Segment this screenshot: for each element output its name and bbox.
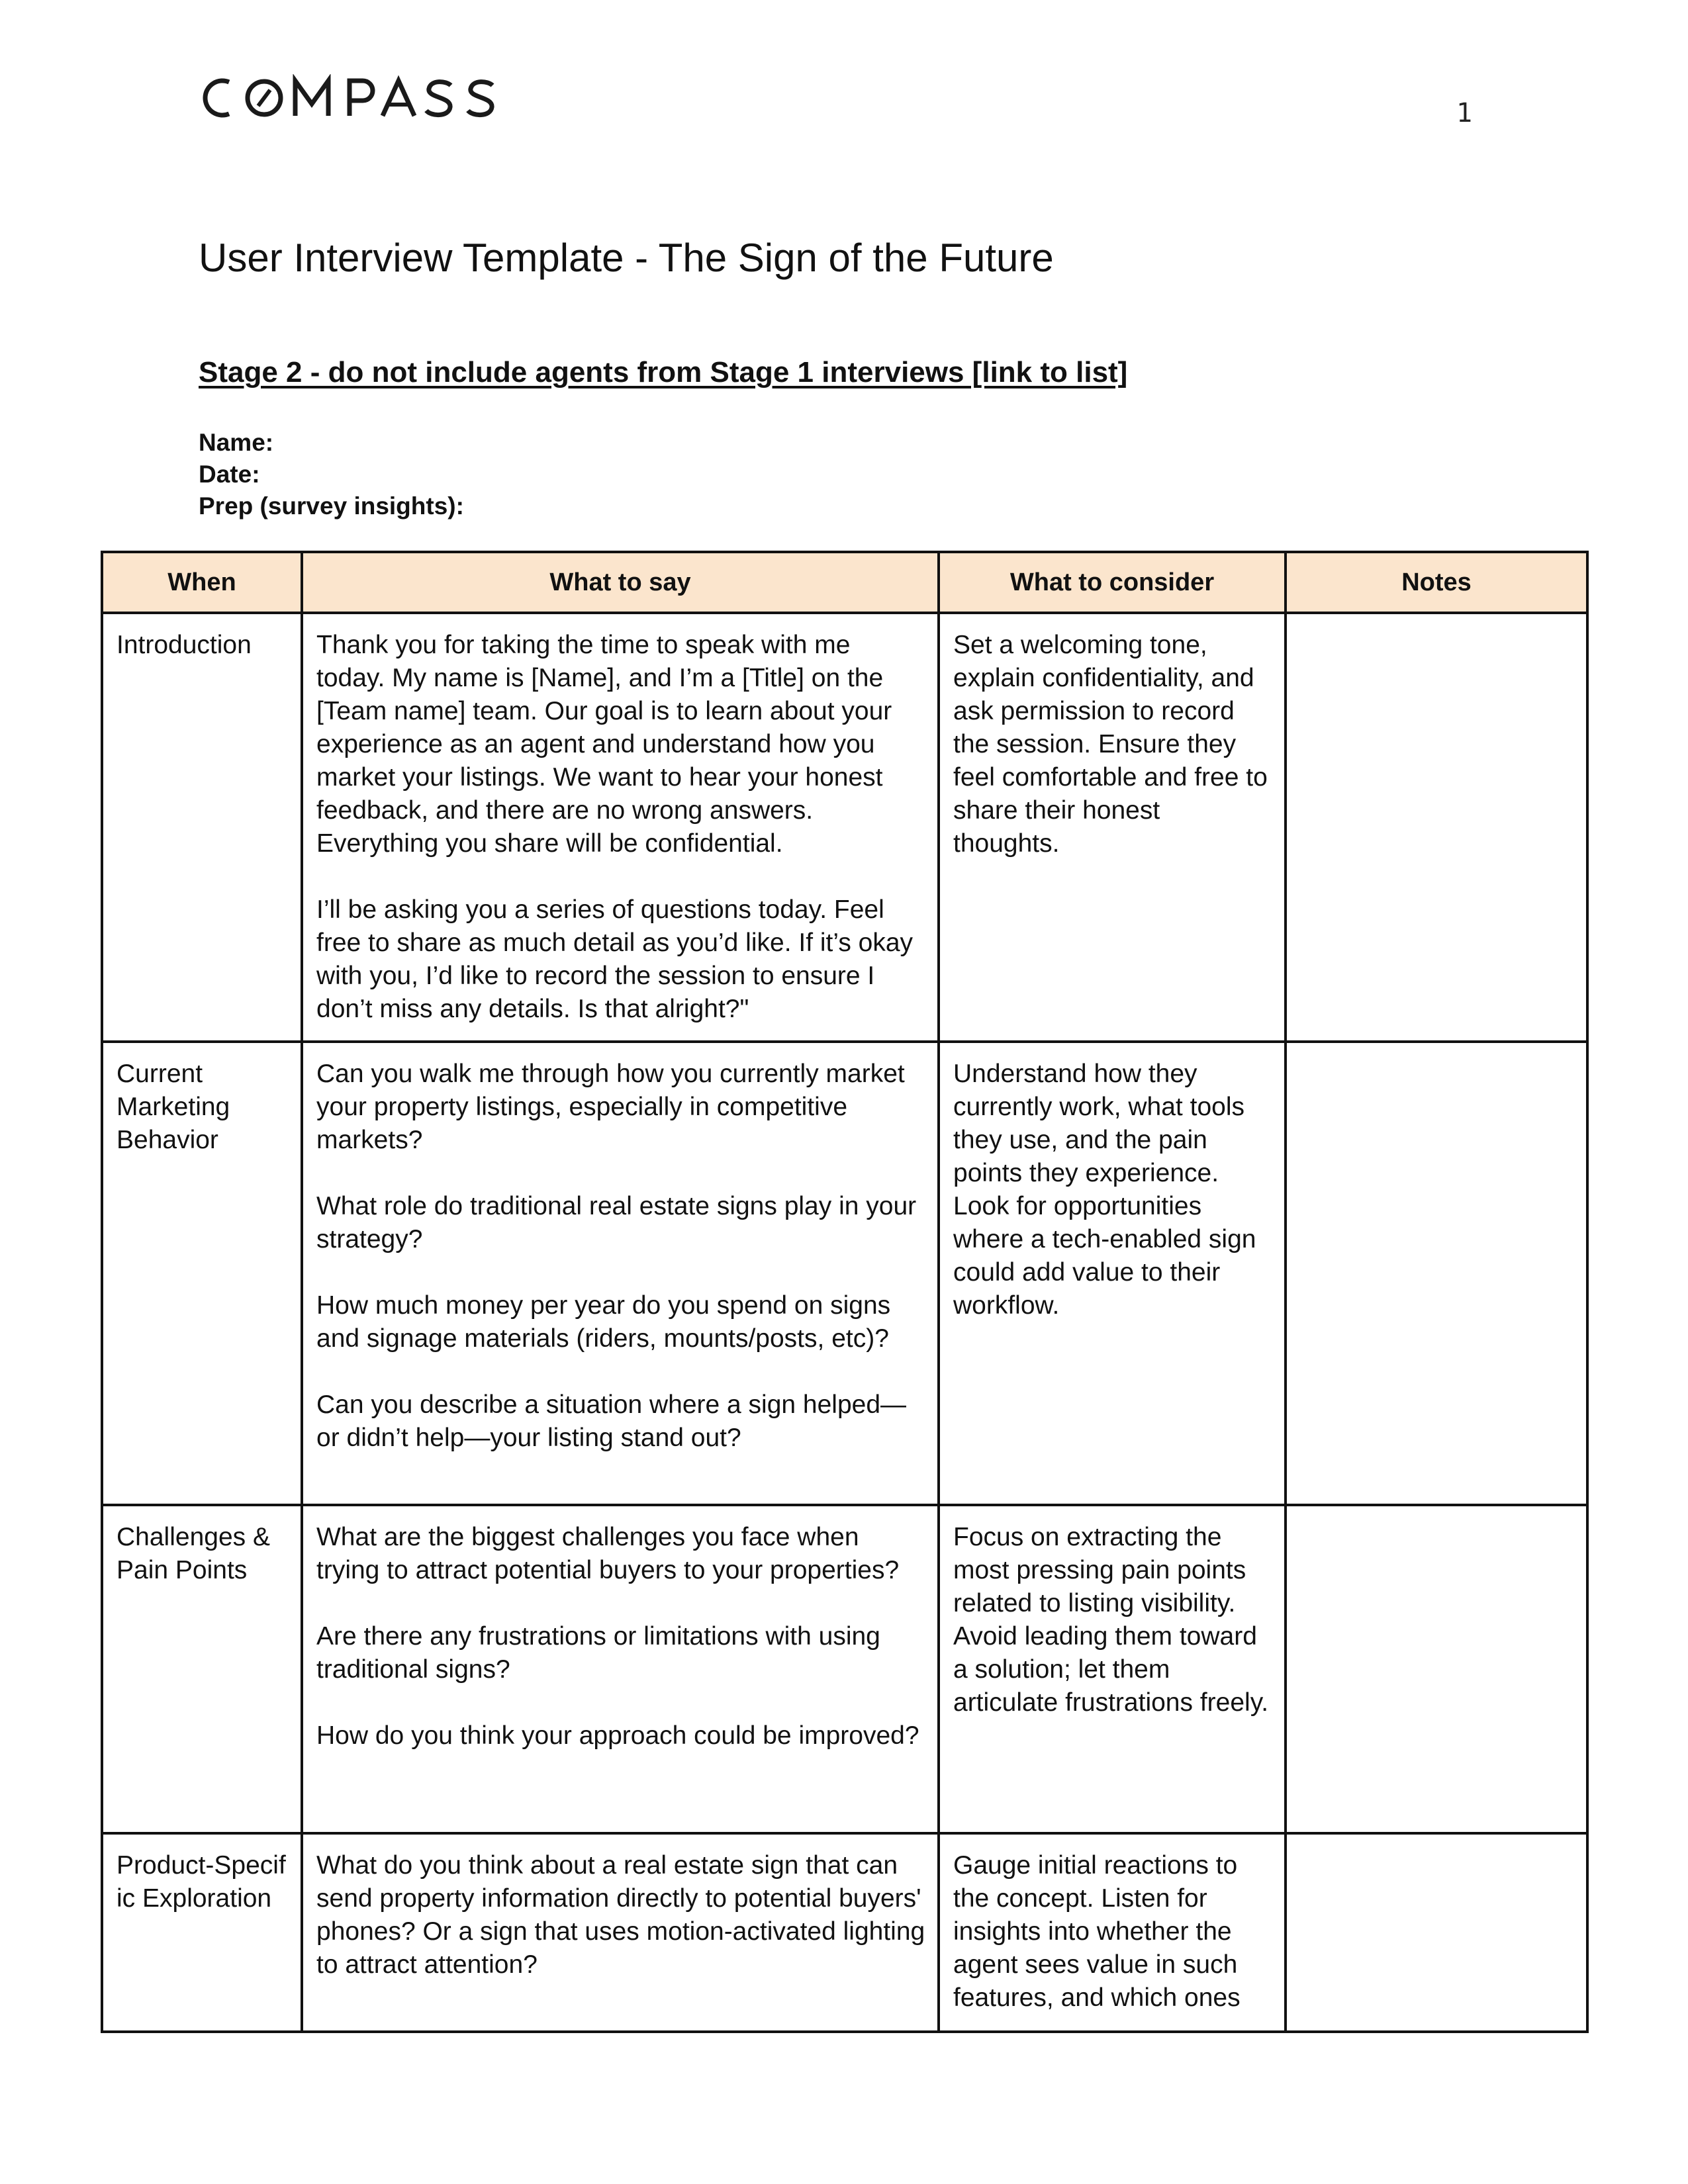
consider-cell: Focus on extracting the most pressing pain points related to listing visibility. Avoid leading them toward a solution; let them articulate frustrations freely.	[939, 1505, 1286, 1833]
say-paragraph: Can you walk me through how you currently market your property listings, especially in competitive markets?	[316, 1060, 905, 1154]
compass-logo	[196, 74, 514, 122]
header-when: When	[102, 552, 302, 613]
say-paragraph: Can you describe a situation where a sign helped—or didn’t help—your listing stand out?	[316, 1390, 907, 1452]
notes-cell[interactable]	[1286, 613, 1587, 1042]
prep-label: Prep (survey insights):	[199, 492, 464, 520]
when-cell: Introduction	[102, 613, 302, 1042]
page-number: 1	[1456, 98, 1473, 128]
notes-cell[interactable]	[1286, 1833, 1587, 2032]
table-row	[102, 1042, 1587, 1505]
when-cell: Current Marketing Behavior	[102, 1042, 302, 1505]
document-title: User Interview Template - The Sign of the Future	[199, 236, 1054, 280]
say-paragraph: Are there any frustrations or limitations with using traditional signs?	[316, 1622, 880, 1684]
say-cell	[302, 613, 939, 1042]
interview-fields	[199, 427, 464, 522]
notes-cell[interactable]	[1286, 1042, 1587, 1505]
date-label: Date:	[199, 461, 260, 488]
interview-table	[101, 551, 1589, 2033]
say-cell	[302, 1505, 939, 1833]
say-paragraph: Thank you for taking the time to speak with me today. My name is [Name], and I’m a [Title] on the [Team name] team. Our goal is to learn about your experience as an agent and understand how you market your listings. We want to hear your honest feedback, and there are no wrong answers. Everything you share will be confidential.	[316, 631, 892, 858]
when-cell: Product-Specific Exploration	[102, 1833, 302, 2032]
consider-cell: Understand how they currently work, what tools they use, and the pain points they experience. Look for opportunities where a tech-enabled sign could add value to their workflow.	[939, 1042, 1286, 1505]
say-cell	[302, 1042, 939, 1505]
table-row	[102, 1505, 1587, 1833]
header-what-to-say: What to say	[302, 552, 939, 613]
header-what-to-consider: What to consider	[939, 552, 1286, 613]
table-header-row	[102, 552, 1587, 613]
say-paragraph: How much money per year do you spend on signs and signage materials (riders, mounts/posts, etc)?	[316, 1291, 891, 1353]
say-paragraph: What do you think about a real estate sign that can send property information directly to potential buyers' phones? Or a sign that uses motion-activated lighting to attract attention?	[316, 1851, 925, 1979]
name-label: Name:	[199, 429, 274, 456]
table-row	[102, 613, 1587, 1042]
say-paragraph: What role do traditional real estate signs play in your strategy?	[316, 1192, 917, 1253]
notes-cell[interactable]	[1286, 1505, 1587, 1833]
say-cell	[302, 1833, 939, 2032]
table-row	[102, 1833, 1587, 2032]
when-cell: Challenges & Pain Points	[102, 1505, 302, 1833]
consider-cell: Gauge initial reactions to the concept. Listen for insights into whether the agent sees value in such features, and which ones	[939, 1833, 1286, 2032]
say-paragraph: What are the biggest challenges you face when trying to attract potential buyers to your properties?	[316, 1523, 900, 1584]
say-paragraph: How do you think your approach could be improved?	[316, 1721, 919, 1750]
header-notes: Notes	[1286, 552, 1587, 613]
stage-heading[interactable]: Stage 2 - do not include agents from Stage 1 interviews [link to list]	[199, 356, 1128, 388]
consider-cell: Set a welcoming tone, explain confidentiality, and ask permission to record the session. Ensure they feel comfortable and free to share their honest thoughts.	[939, 613, 1286, 1042]
say-paragraph: I’ll be asking you a series of questions today. Feel free to share as much detail as you’d like. If it’s okay with you, I’d like to record the session to ensure I don’t miss any details. Is that alright?"	[316, 895, 914, 1023]
